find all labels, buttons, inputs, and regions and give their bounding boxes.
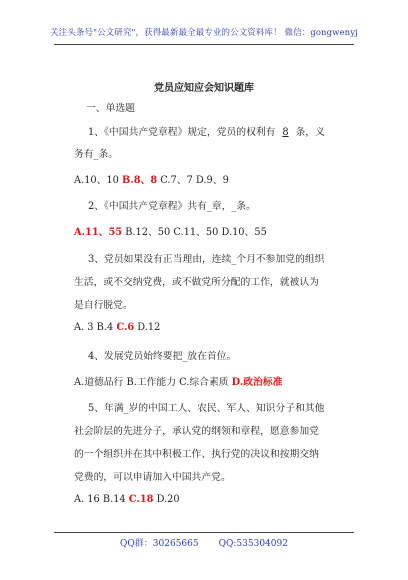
question-3-options	[74, 322, 160, 333]
question-1-line2: 务有_条。	[74, 149, 119, 160]
document-title: 党员应知应会知识题库	[154, 83, 254, 94]
question-2: 2、《中国共产党章程》共有_章，_条。	[88, 201, 256, 212]
footer-rule	[54, 532, 354, 533]
answer-option: C.18	[128, 494, 154, 505]
option-rest: B.12、50 C.11、50 D.10、55	[122, 227, 267, 238]
answer-option: B.8、8	[122, 175, 158, 186]
question-2-options	[74, 224, 267, 238]
question-3-line2: 生活，或不交纳党费，或不做党所分配的工作，就被认为	[74, 277, 319, 288]
page-footer	[0, 536, 408, 549]
section-heading: 一、单选题	[86, 103, 135, 114]
question-5-options	[74, 494, 180, 505]
answer-option: A.11、55	[74, 227, 123, 238]
question-1-stem-b: 条，义	[295, 127, 325, 138]
question-1-options	[74, 172, 229, 186]
option-rest: D.20	[153, 494, 180, 505]
qq-group: QQ群：30265665	[120, 539, 199, 549]
option-rest: A.道德品行 B.工作能力 C.综合素质	[74, 377, 232, 388]
answer-option: D.政治标准	[231, 377, 283, 388]
question-3-line1: 3、党员如果没有正当理由，连续_个月不参加党的组织	[88, 254, 325, 265]
question-5-line1: 5、年满_岁的中国工人、农民、军人、知识分子和其他	[88, 403, 325, 414]
question-4: 4、发展党员始终要把_放在首位。	[88, 351, 237, 362]
question-5-line2: 社会阶层的先进分子，承认党的纲领和章程，愿意参加党	[74, 426, 319, 437]
option-a: A.10、10	[74, 175, 123, 186]
question-1-stem-a: 1、《中国共产党章程》规定，党员的权利有	[88, 127, 276, 138]
question-5-line4: 党费的，可以申请加入中国共产党。	[74, 472, 231, 483]
option-rest: D.12	[134, 322, 161, 333]
qq-number: QQ:535304092	[218, 539, 288, 549]
option-rest: A. 16 B.14	[74, 494, 129, 505]
header-rule	[54, 44, 354, 45]
option-rest: A. 3 B.4	[74, 322, 117, 333]
question-1-blank: 8	[282, 127, 289, 138]
answer-option: C.6	[116, 322, 135, 333]
question-3-line3: 是自行脱党。	[74, 300, 133, 311]
question-4-options	[74, 374, 282, 388]
question-5-line3: 的一个组织并在其中积极工作、执行党的决议和按期交纳	[74, 449, 319, 460]
option-rest: C.7、7 D.9、9	[157, 175, 229, 186]
question-1	[88, 124, 325, 138]
page-header: 关注头条号"公文研究"，获得最新最全最专业的公文资料库！ 微信：gongwenyj	[50, 28, 358, 38]
